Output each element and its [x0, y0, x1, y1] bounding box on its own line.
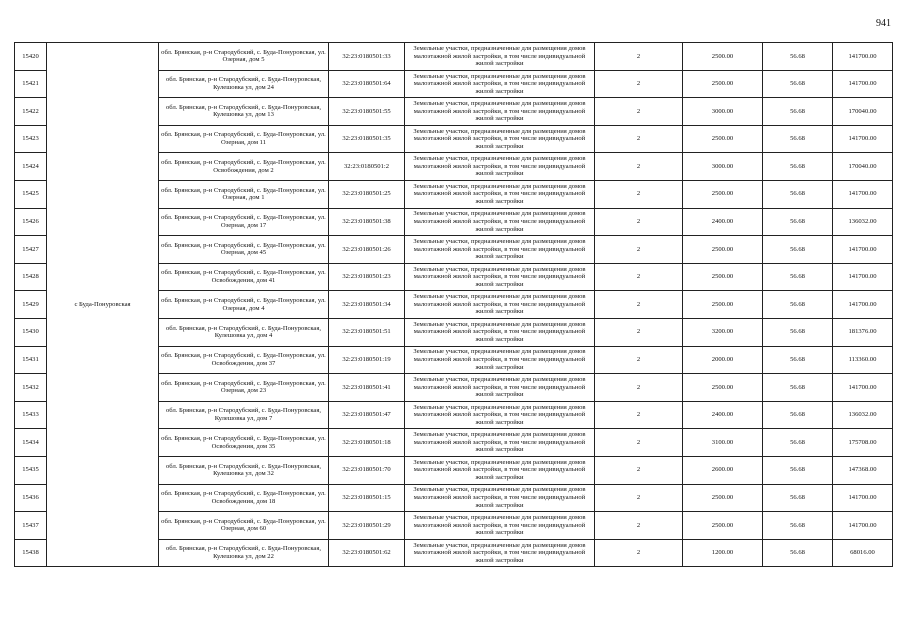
specific-value: 56.68	[763, 180, 833, 208]
category-code: 2	[595, 98, 683, 126]
cadastral-value: 175708.00	[833, 429, 893, 457]
parcel-id: 15433	[15, 401, 47, 429]
cadastral-number: 32:23:0180501:70	[329, 456, 405, 484]
specific-value: 56.68	[763, 429, 833, 457]
area-value: 2000.00	[683, 346, 763, 374]
specific-value: 56.68	[763, 263, 833, 291]
land-purpose: Земельные участки, предназначенные для размещения домов малоэтажной жилой застройки, в том числе индивидуальной жилой застройки	[405, 539, 595, 567]
parcel-id: 15423	[15, 125, 47, 153]
area-value: 2500.00	[683, 180, 763, 208]
cadastral-number: 32:23:0180501:47	[329, 401, 405, 429]
cadastral-number: 32:23:0180501:41	[329, 374, 405, 402]
cadastral-number: 32:23:0180501:26	[329, 236, 405, 264]
specific-value: 56.68	[763, 43, 833, 71]
category-code: 2	[595, 263, 683, 291]
cadastral-number: 32:23:0180501:51	[329, 318, 405, 346]
land-purpose: Земельные участки, предназначенные для размещения домов малоэтажной жилой застройки, в том числе индивидуальной жилой застройки	[405, 236, 595, 264]
parcel-id: 15432	[15, 374, 47, 402]
table-row	[15, 43, 893, 71]
area-value: 3100.00	[683, 429, 763, 457]
specific-value: 56.68	[763, 512, 833, 540]
land-purpose: Земельные участки, предназначенные для размещения домов малоэтажной жилой застройки, в том числе индивидуальной жилой застройки	[405, 153, 595, 181]
land-purpose: Земельные участки, предназначенные для размещения домов малоэтажной жилой застройки, в том числе индивидуальной жилой застройки	[405, 346, 595, 374]
address-cell: обл. Брянская, р-н Стародубский, с. Буда-Понуровская, ул. Освобождения, дом 18	[159, 484, 329, 512]
land-purpose: Земельные участки, предназначенные для размещения домов малоэтажной жилой застройки, в том числе индивидуальной жилой застройки	[405, 291, 595, 319]
specific-value: 56.68	[763, 291, 833, 319]
area-value: 2500.00	[683, 291, 763, 319]
cadastral-value: 113360.00	[833, 346, 893, 374]
land-purpose: Земельные участки, предназначенные для размещения домов малоэтажной жилой застройки, в том числе индивидуальной жилой застройки	[405, 429, 595, 457]
area-value: 2400.00	[683, 208, 763, 236]
cadastral-value: 141700.00	[833, 512, 893, 540]
parcel-id: 15422	[15, 98, 47, 126]
cadastral-value: 141700.00	[833, 180, 893, 208]
address-cell: обл. Брянская, р-н Стародубский, с. Буда-Понуровская, Кулешовка ул, дом 32	[159, 456, 329, 484]
category-code: 2	[595, 153, 683, 181]
parcel-id: 15421	[15, 70, 47, 98]
category-code: 2	[595, 125, 683, 153]
locality-cell: с Буда-Понуровская	[47, 43, 159, 567]
cadastral-number: 32:23:0180501:33	[329, 43, 405, 71]
land-purpose: Земельные участки, предназначенные для размещения домов малоэтажной жилой застройки, в том числе индивидуальной жилой застройки	[405, 484, 595, 512]
area-value: 2500.00	[683, 263, 763, 291]
category-code: 2	[595, 291, 683, 319]
parcel-id: 15420	[15, 43, 47, 71]
address-cell: обл. Брянская, р-н Стародубский, с. Буда-Понуровская, Кулешовка ул, дом 4	[159, 318, 329, 346]
category-code: 2	[595, 374, 683, 402]
category-code: 2	[595, 512, 683, 540]
area-value: 2500.00	[683, 484, 763, 512]
address-cell: обл. Брянская, р-н Стародубский, с. Буда-Понуровская, ул. Озерная, дом 1	[159, 180, 329, 208]
cadastral-number: 32:23:0180501:2	[329, 153, 405, 181]
category-code: 2	[595, 539, 683, 567]
category-code: 2	[595, 236, 683, 264]
land-purpose: Земельные участки, предназначенные для размещения домов малоэтажной жилой застройки, в том числе индивидуальной жилой застройки	[405, 512, 595, 540]
address-cell: обл. Брянская, р-н Стародубский, с. Буда-Понуровская, Кулешовка ул, дом 22	[159, 539, 329, 567]
parcel-id: 15430	[15, 318, 47, 346]
land-purpose: Земельные участки, предназначенные для размещения домов малоэтажной жилой застройки, в том числе индивидуальной жилой застройки	[405, 180, 595, 208]
area-value: 3000.00	[683, 153, 763, 181]
parcel-id: 15435	[15, 456, 47, 484]
cadastral-value: 141700.00	[833, 263, 893, 291]
specific-value: 56.68	[763, 539, 833, 567]
specific-value: 56.68	[763, 125, 833, 153]
address-cell: обл. Брянская, р-н Стародубский, с. Буда-Понуровская, ул. Освобождения, дом 35	[159, 429, 329, 457]
category-code: 2	[595, 429, 683, 457]
category-code: 2	[595, 346, 683, 374]
address-cell: обл. Брянская, р-н Стародубский, с. Буда-Понуровская, ул. Озерная, дом 45	[159, 236, 329, 264]
cadastral-value: 141700.00	[833, 70, 893, 98]
land-purpose: Земельные участки, предназначенные для размещения домов малоэтажной жилой застройки, в том числе индивидуальной жилой застройки	[405, 318, 595, 346]
cadastral-number: 32:23:0180501:55	[329, 98, 405, 126]
category-code: 2	[595, 70, 683, 98]
cadastral-value: 141700.00	[833, 291, 893, 319]
specific-value: 56.68	[763, 374, 833, 402]
parcel-id: 15424	[15, 153, 47, 181]
cadastral-number: 32:23:0180501:25	[329, 180, 405, 208]
specific-value: 56.68	[763, 153, 833, 181]
parcel-id: 15427	[15, 236, 47, 264]
address-cell: обл. Брянская, р-н Стародубский, с. Буда-Понуровская, ул. Освобождения, дом 2	[159, 153, 329, 181]
land-purpose: Земельные участки, предназначенные для размещения домов малоэтажной жилой застройки, в том числе индивидуальной жилой застройки	[405, 98, 595, 126]
cadastral-value: 68016.00	[833, 539, 893, 567]
cadastral-number: 32:23:0180501:64	[329, 70, 405, 98]
address-cell: обл. Брянская, р-н Стародубский, с. Буда-Понуровская, ул. Освобождения, дом 37	[159, 346, 329, 374]
cadastral-number: 32:23:0180501:29	[329, 512, 405, 540]
specific-value: 56.68	[763, 346, 833, 374]
parcel-id: 15431	[15, 346, 47, 374]
cadastral-number: 32:23:0180501:34	[329, 291, 405, 319]
address-cell: обл. Брянская, р-н Стародубский, с. Буда-Понуровская, ул. Озерная, дом 60	[159, 512, 329, 540]
parcel-id: 15436	[15, 484, 47, 512]
area-value: 3000.00	[683, 98, 763, 126]
cadastral-number: 32:23:0180501:18	[329, 429, 405, 457]
table-body	[15, 43, 893, 567]
category-code: 2	[595, 208, 683, 236]
parcel-id: 15437	[15, 512, 47, 540]
area-value: 2500.00	[683, 43, 763, 71]
land-purpose: Земельные участки, предназначенные для размещения домов малоэтажной жилой застройки, в том числе индивидуальной жилой застройки	[405, 263, 595, 291]
cadastral-value: 147368.00	[833, 456, 893, 484]
specific-value: 56.68	[763, 98, 833, 126]
cadastral-value: 181376.00	[833, 318, 893, 346]
cadastral-value: 141700.00	[833, 43, 893, 71]
specific-value: 56.68	[763, 318, 833, 346]
category-code: 2	[595, 43, 683, 71]
specific-value: 56.68	[763, 208, 833, 236]
area-value: 2500.00	[683, 236, 763, 264]
land-purpose: Земельные участки, предназначенные для размещения домов малоэтажной жилой застройки, в том числе индивидуальной жилой застройки	[405, 125, 595, 153]
land-purpose: Земельные участки, предназначенные для размещения домов малоэтажной жилой застройки, в том числе индивидуальной жилой застройки	[405, 208, 595, 236]
area-value: 2500.00	[683, 512, 763, 540]
area-value: 2400.00	[683, 401, 763, 429]
specific-value: 56.68	[763, 236, 833, 264]
land-purpose: Земельные участки, предназначенные для размещения домов малоэтажной жилой застройки, в том числе индивидуальной жилой застройки	[405, 70, 595, 98]
land-purpose: Земельные участки, предназначенные для размещения домов малоэтажной жилой застройки, в том числе индивидуальной жилой застройки	[405, 374, 595, 402]
land-purpose: Земельные участки, предназначенные для размещения домов малоэтажной жилой застройки, в том числе индивидуальной жилой застройки	[405, 43, 595, 71]
category-code: 2	[595, 401, 683, 429]
address-cell: обл. Брянская, р-н Стародубский, с. Буда-Понуровская, ул. Озерная, дом 23	[159, 374, 329, 402]
parcel-id: 15429	[15, 291, 47, 319]
area-value: 1200.00	[683, 539, 763, 567]
parcel-id: 15425	[15, 180, 47, 208]
land-purpose: Земельные участки, предназначенные для размещения домов малоэтажной жилой застройки, в том числе индивидуальной жилой застройки	[405, 401, 595, 429]
category-code: 2	[595, 456, 683, 484]
address-cell: обл. Брянская, р-н Стародубский, с. Буда-Понуровская, ул. Озерная, дом 5	[159, 43, 329, 71]
address-cell: обл. Брянская, р-н Стародубский, с. Буда-Понуровская, Кулешовка ул, дом 24	[159, 70, 329, 98]
cadastral-value: 136032.00	[833, 401, 893, 429]
address-cell: обл. Брянская, р-н Стародубский, с. Буда-Понуровская, Кулешовка ул, дом 13	[159, 98, 329, 126]
cadastral-number: 32:23:0180501:35	[329, 125, 405, 153]
parcel-id: 15428	[15, 263, 47, 291]
cadastral-number: 32:23:0180501:19	[329, 346, 405, 374]
parcel-id: 15434	[15, 429, 47, 457]
land-registry-table	[14, 42, 893, 567]
area-value: 2500.00	[683, 374, 763, 402]
specific-value: 56.68	[763, 401, 833, 429]
area-value: 2500.00	[683, 125, 763, 153]
cadastral-value: 170040.00	[833, 98, 893, 126]
cadastral-value: 141700.00	[833, 374, 893, 402]
cadastral-number: 32:23:0180501:15	[329, 484, 405, 512]
address-cell: обл. Брянская, р-н Стародубский, с. Буда-Понуровская, Кулешовка ул, дом 7	[159, 401, 329, 429]
cadastral-number: 32:23:0180501:38	[329, 208, 405, 236]
page-number: 941	[876, 18, 891, 29]
cadastral-value: 136032.00	[833, 208, 893, 236]
cadastral-value: 141700.00	[833, 236, 893, 264]
address-cell: обл. Брянская, р-н Стародубский, с. Буда-Понуровская, ул. Озерная, дом 11	[159, 125, 329, 153]
specific-value: 56.68	[763, 70, 833, 98]
cadastral-value: 141700.00	[833, 125, 893, 153]
category-code: 2	[595, 484, 683, 512]
specific-value: 56.68	[763, 456, 833, 484]
cadastral-number: 32:23:0180501:23	[329, 263, 405, 291]
cadastral-number: 32:23:0180501:62	[329, 539, 405, 567]
address-cell: обл. Брянская, р-н Стародубский, с. Буда-Понуровская, ул. Озерная, дом 4	[159, 291, 329, 319]
category-code: 2	[595, 318, 683, 346]
area-value: 3200.00	[683, 318, 763, 346]
cadastral-value: 170040.00	[833, 153, 893, 181]
address-cell: обл. Брянская, р-н Стародубский, с. Буда-Понуровская, ул. Озерная, дом 17	[159, 208, 329, 236]
land-purpose: Земельные участки, предназначенные для размещения домов малоэтажной жилой застройки, в том числе индивидуальной жилой застройки	[405, 456, 595, 484]
parcel-id: 15438	[15, 539, 47, 567]
area-value: 2500.00	[683, 70, 763, 98]
cadastral-value: 141700.00	[833, 484, 893, 512]
specific-value: 56.68	[763, 484, 833, 512]
parcel-id: 15426	[15, 208, 47, 236]
area-value: 2600.00	[683, 456, 763, 484]
address-cell: обл. Брянская, р-н Стародубский, с. Буда-Понуровская, ул. Освобождения, дом 41	[159, 263, 329, 291]
category-code: 2	[595, 180, 683, 208]
